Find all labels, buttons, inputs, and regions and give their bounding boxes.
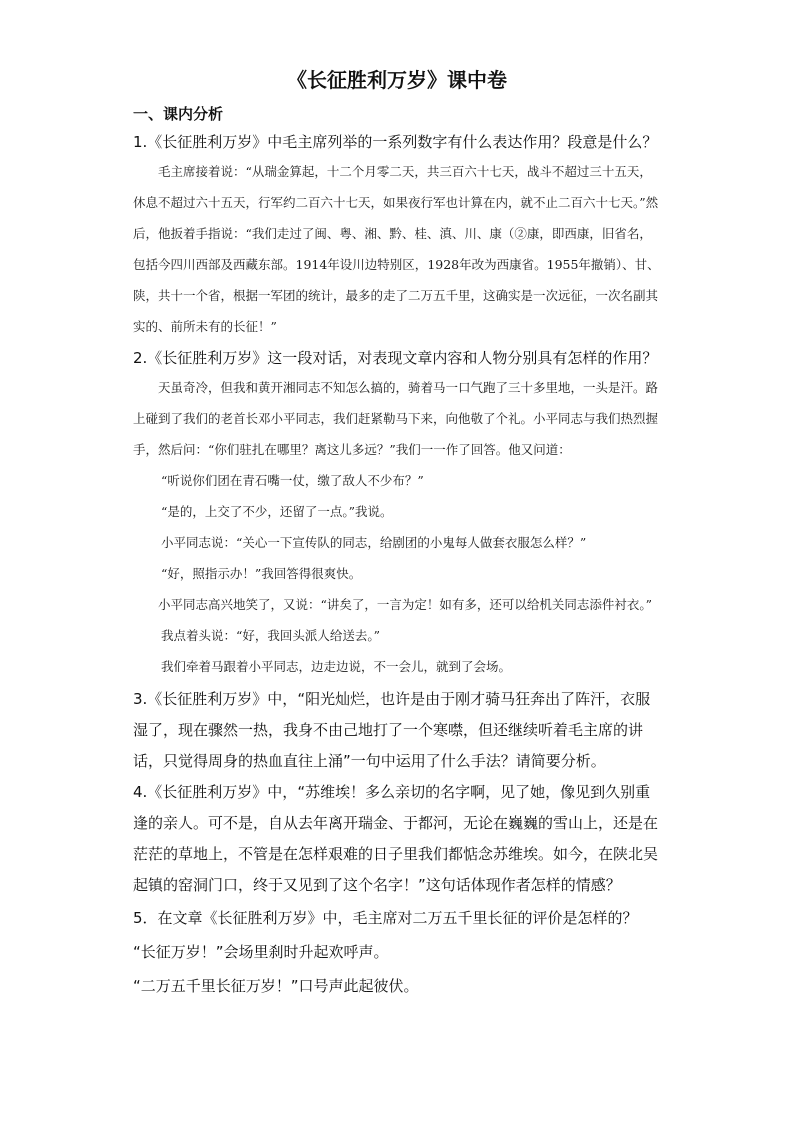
question-4: 4.《长征胜利万岁》中，“苏维埃！多么亲切的名字啊，见了她，像见到久别重逢的亲人。可不是，自从去年离开瑞金、于都河，无论在巍巍的雪山上，还是在茫茫的草地上，不管是在怎样艰难的日子里我们都惦念苏维埃。如今，在陕北吴起镇的窑洞门口，终于又见到了这个名字！”这句话体现作者怎样的情感？	[133, 783, 659, 894]
question-5: 5．在文章《长征胜利万岁》中，毛主席对二万五千里长征的评价是怎样的？	[133, 909, 638, 927]
question-1: 1.《长征胜利万岁》中毛主席列举的一系列数字有什么表达作用？段意是什么？	[133, 133, 658, 151]
question-2-paragraph-2: 小平同志高兴地笑了，又说：“讲矣了，一言为定！如有多，还可以给机关同志添件衬衣。”	[158, 597, 653, 612]
question-1-passage: 毛主席接着说：“从瑞金算起，十二个月零二天，共三百六十七天，战斗不超过三十五天，休息不超过六十五天，行军约二百六十七天，如果夜行军也计算在内，就不止二百六十七天。”然后，他扳着手指说：“我们走过了闽、粤、湘、黔、桂、滇、川、康（②康，即西康，旧省名，包括今四川西部及西藏东部。1914年设川边特别区，1928年改为西康省。1955年撤销）、甘、陕，共十一个省，根据一军团的统计，最多的走了二万五千里，这确实是一次远征，一次名副其实的、前所未有的长征！”	[133, 164, 660, 334]
question-2-dialogue-line: “好，照指示办！”我回答得很爽快。	[161, 566, 362, 581]
question-2-dialogue-line: 我点着头说：“好，我回头派人给送去。”	[161, 628, 381, 643]
section-heading: 一、课内分析	[133, 105, 224, 123]
document-title: 《长征胜利万岁》课中卷	[287, 68, 507, 92]
question-5-line: “长征万岁！”会场里刹时升起欢呼声。	[133, 943, 389, 961]
question-2-dialogue-line: 我们牵着马跟着小平同志，边走边说，不一会儿，就到了会场。	[161, 659, 512, 674]
question-5-line: “二万五千里长征万岁！”口号声此起彼伏。	[133, 977, 419, 995]
question-2-paragraph-1: 天虽奇冷，但我和黄开湘同志不知怎么搞的，骑着马一口气跑了三十多里地，一头是汗。路上碰到了我们的老首长邓小平同志，我们赶紧勒马下来，向他敬了个礼。小平同志与我们热烈握手，然后问：“你们驻扎在哪里？离这儿多远？”我们一一作了回答。他又问道：	[133, 380, 659, 457]
question-2: 2.《长征胜利万岁》这一段对话，对表现文章内容和人物分别具有怎样的作用？	[133, 349, 658, 367]
question-2-dialogue-line: “是的，上交了不少，还留了一点。”我说。	[161, 504, 393, 519]
question-2-dialogue-line: 小平同志说：“关心一下宣传队的同志，给剧团的小鬼每人做套衣服怎么样？”	[161, 535, 587, 550]
question-2-dialogue-line: “听说你们团在青石嘴一仗，缴了敌人不少布？”	[161, 473, 424, 488]
question-3: 3.《长征胜利万岁》中，“阳光灿烂，也许是由于刚才骑马狂奔出了阵汗，衣服湿了，现在骤然一热，我身不由己地打了一个寒噤，但还继续听着毛主席的讲话，只觉得周身的热血直往上涌”一句中运用了什么手法？请简要分析。	[133, 690, 651, 770]
